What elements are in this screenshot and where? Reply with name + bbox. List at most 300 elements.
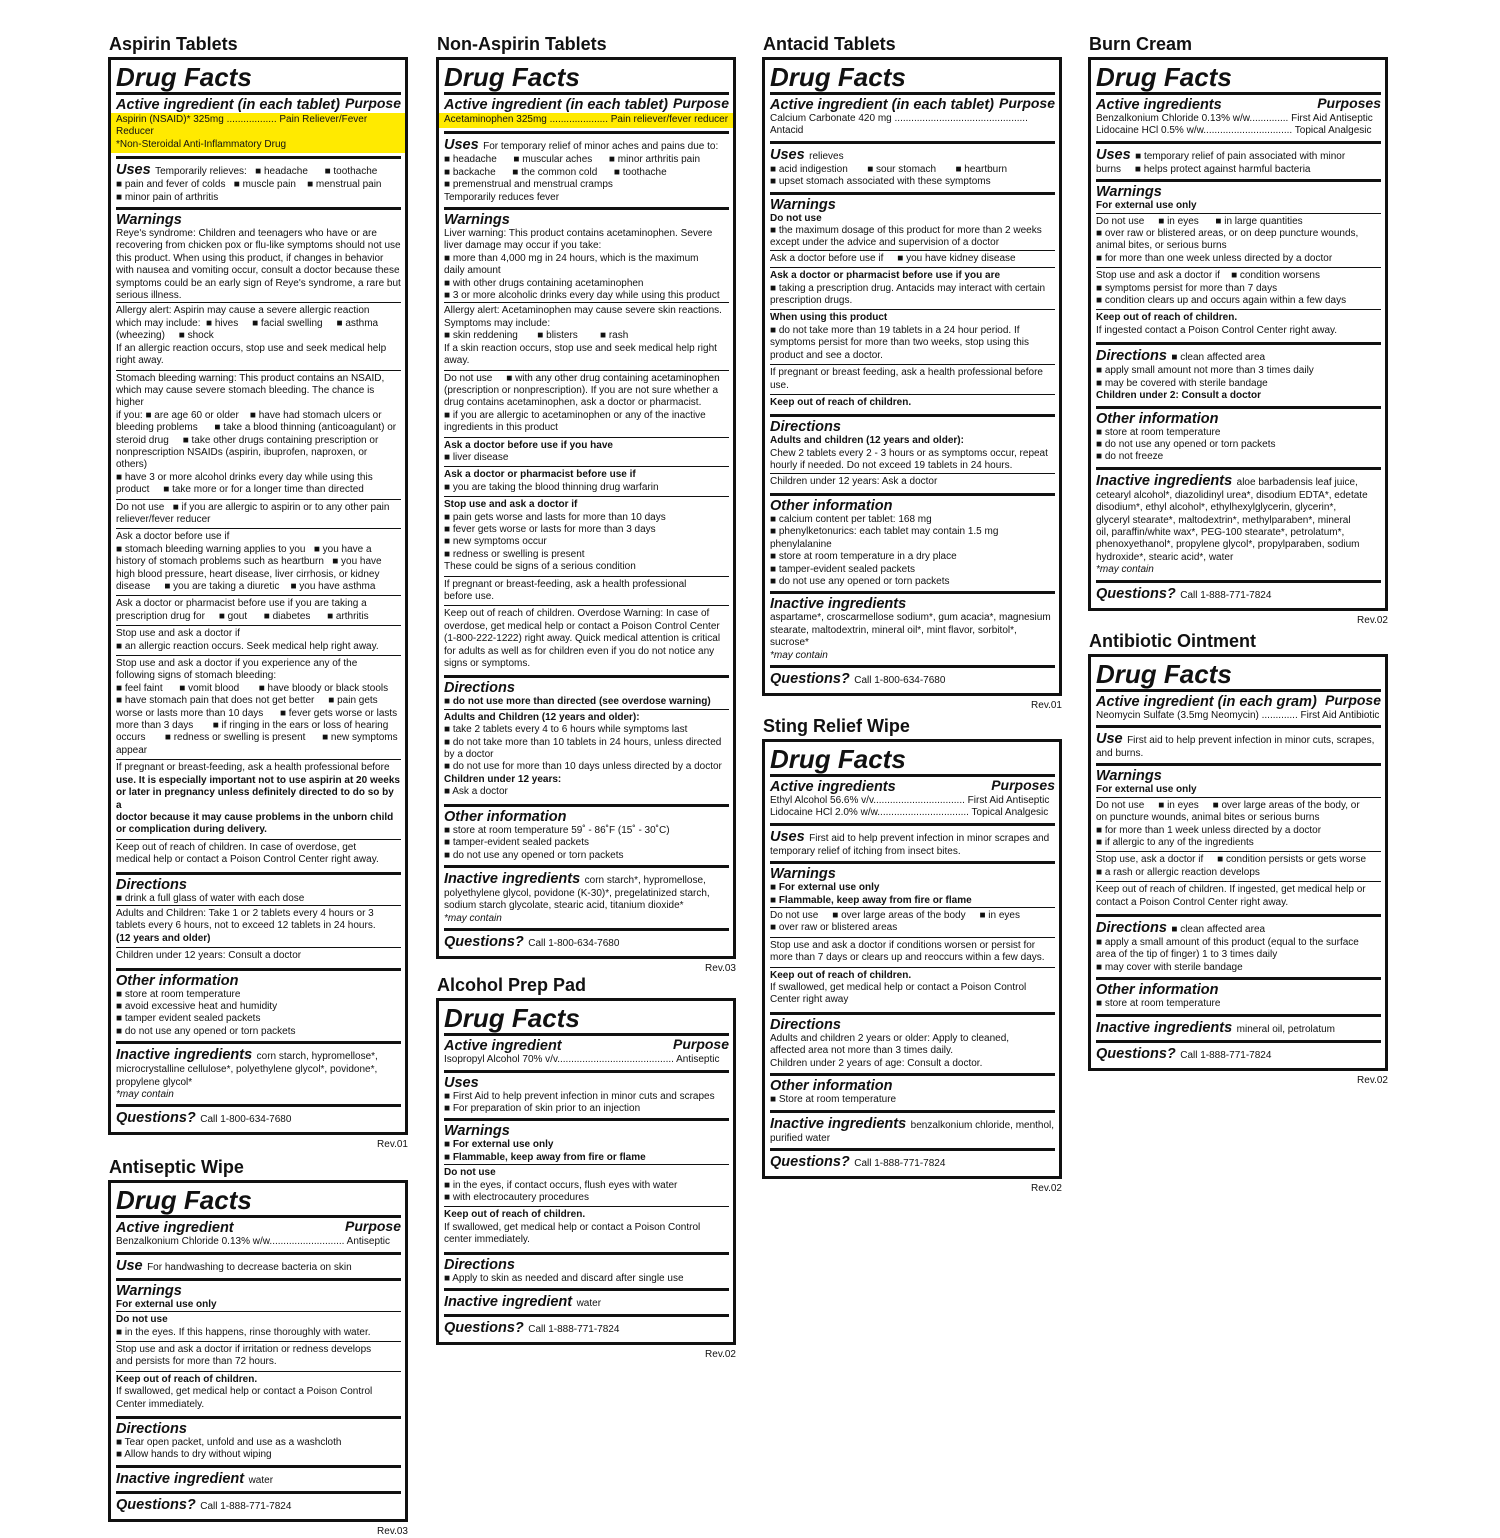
text-line: Stop use and ask a doctor if ■ condition worsens: [1096, 270, 1320, 282]
text-line: Children under 12 years:: [444, 773, 562, 785]
uses-section: [444, 131, 729, 207]
uses-heading: Uses: [116, 162, 151, 179]
revision-label: Rev.01: [377, 1139, 408, 1151]
panel-title: Alcohol Prep Pad: [437, 975, 587, 996]
warning-pregnant: [116, 759, 401, 838]
text-line: ■ apply small amount not more than 3 times daily: [1096, 365, 1314, 377]
text-line: Chew 2 tablets every 2 - 3 hours or as symptoms occur, repeat: [770, 447, 1048, 459]
warnings-section: [770, 192, 1055, 415]
text-line: signs or symptoms.: [444, 658, 531, 670]
active-ingredient-section: [116, 1215, 401, 1251]
active-heading: Active ingredient (in each tablet): [770, 97, 994, 113]
drug-facts-panel-burn-cream: [1088, 57, 1388, 611]
other-info-section: [770, 1073, 1055, 1109]
text-line: product and see a doctor.: [770, 349, 883, 361]
warnings-section: [444, 1118, 729, 1251]
inactive-section: [770, 591, 1055, 665]
phone-number: Call 1-888-771-7824: [528, 1324, 620, 1335]
text-line: Temporarily reduces fever: [444, 191, 560, 203]
text-line: ■ Apply to skin as needed and discard after single use: [444, 1272, 684, 1284]
text-line: ■ store at room temperature: [1096, 426, 1221, 438]
text-line: For external use only: [1096, 200, 1197, 212]
uses-section: [116, 156, 401, 207]
active-heading: Active ingredient (in each tablet): [444, 97, 668, 113]
text-line: ■ For external use only: [444, 1139, 554, 1151]
drug-facts-panel-antacid: [762, 57, 1062, 696]
phone-number: Call 1-800-634-7680: [528, 938, 620, 950]
active-ingredient-section: [1096, 689, 1381, 725]
directions-heading: Directions: [770, 419, 841, 436]
active-line: Ethyl Alcohol 56.6% v/v................................. First Aid Antiseptic: [770, 795, 1050, 806]
text-line: ■ fever gets worse or lasts for more than 3 days: [444, 523, 656, 535]
text-line: serious illness.: [116, 290, 182, 302]
text-line: Do not use: [116, 1314, 168, 1326]
directions-section: [770, 414, 1055, 493]
text-line: If swallowed, get medical help or contact a Poison Control: [444, 1221, 701, 1233]
active-ingredient-section: [770, 774, 1055, 823]
text-line: Keep out of reach of children. If ingested, get medical help or: [1096, 884, 1366, 896]
text-line: ■ tamper-evident sealed packets: [444, 837, 590, 849]
questions-heading: Questions?: [1096, 1045, 1176, 1062]
text-line: glyceryl stearate*, maltodextrin*, methylparaben*, mineral: [1096, 514, 1351, 526]
text-line: ■ clean affected area: [1171, 352, 1266, 364]
text-line: before use.: [444, 591, 495, 602]
purpose-heading: Purpose: [672, 1036, 729, 1053]
active-highlight: [439, 113, 733, 128]
text-line: prescription drug for ■ gout ■ diabetes ■ arthritis: [116, 610, 369, 622]
phone-number: Call 1-888-771-7824: [1180, 1049, 1272, 1061]
text-line: ■ feel faint ■ vomit blood ■ have bloody or black stools: [116, 682, 389, 694]
text-line: Reye's syndrome: Children and teenagers who have or are: [116, 228, 377, 240]
active-heading: Active ingredients: [770, 779, 896, 795]
text-line: this product. When using this product, if changes in behavior: [116, 252, 384, 264]
inactive-heading: Inactive ingredient: [444, 1294, 573, 1310]
text-line: Do not use ■ in eyes ■ in large quantities: [1096, 215, 1303, 227]
inactive-heading: Inactive ingredients: [116, 1047, 253, 1064]
text-line: drug contains acetaminophen, ask a doctor or pharmacist.: [444, 397, 702, 409]
warnings-heading: Warnings: [770, 196, 836, 213]
text-line: ■ do not use for more than 10 days unless directed by a doctor: [444, 761, 722, 773]
uses-heading: Uses: [444, 1074, 479, 1091]
inactive-heading: Inactive ingredients: [1096, 472, 1233, 489]
directions-section: [1096, 342, 1381, 405]
other-info-section: [444, 804, 729, 865]
text-line: high blood pressure, heart disease, liver cirrhosis, or kidney: [116, 568, 380, 580]
directions-section: [116, 1416, 401, 1465]
drug-facts-heading: Drug Facts: [116, 1185, 252, 1216]
purpose-heading: Purpose: [344, 95, 401, 111]
text-line: away.: [444, 355, 470, 367]
text-line: ■ store at room temperature: [1096, 998, 1221, 1010]
panel-title: Antacid Tablets: [763, 34, 896, 54]
text-line: use.: [770, 379, 789, 391]
questions-section: [770, 665, 1055, 691]
inactive-section: [116, 1465, 401, 1491]
text-line: ■ may be covered with sterile bandage: [1096, 377, 1268, 389]
text-line: These could be signs of a serious condition: [444, 561, 636, 573]
uses-heading: Uses: [770, 828, 805, 845]
directions-section: [1096, 914, 1381, 977]
text-line: appear: [116, 744, 148, 756]
text-line: ■ in the eyes, if contact occurs, flush eyes with water: [444, 1179, 678, 1191]
directions-heading: Directions: [444, 1256, 515, 1273]
warnings-heading: Warnings: [444, 1123, 510, 1140]
questions-heading: Questions?: [444, 934, 524, 951]
text-line: For external use only: [116, 1298, 217, 1310]
inactive-section: [444, 865, 729, 928]
text-line: and persists for more than 72 hours.: [116, 1356, 277, 1368]
warnings-section: [116, 207, 401, 872]
text-line: sodium starch glycolate, stearic acid, titanium dioxide*: [444, 900, 684, 912]
text-line: ■ if you are allergic to acetaminophen or any of the inactive: [444, 409, 706, 421]
column-4: [1088, 34, 1388, 1087]
text-line: Do not use: [444, 1167, 496, 1179]
warnings-section: [444, 207, 729, 675]
text-line: ■ calcium content per tablet: 168 mg: [770, 513, 932, 525]
drug-facts-panel-aspirin: [108, 57, 408, 1135]
text-line: Stop use, ask a doctor if ■ condition persists or gets worse: [1096, 854, 1367, 866]
text-line: corn starch*, hypromellose,: [584, 874, 706, 886]
drug-facts-heading: Drug Facts: [116, 62, 252, 92]
panel-title: Sting Relief Wipe: [763, 716, 910, 736]
text-line: occurs ■ redness or swelling is present ■ new symptoms: [116, 732, 398, 744]
revision-label: Rev.02: [705, 1349, 736, 1360]
inactive-heading: Inactive ingredients: [770, 596, 907, 613]
text-line: water: [576, 1298, 602, 1309]
text-line: ■ over raw or blistered areas, or on deep puncture wounds,: [1096, 228, 1359, 240]
text-line: and burns.: [1096, 747, 1144, 759]
text-line: overdose, get medical help or contact a Poison Control Center: [444, 620, 720, 632]
warning-stomach: [116, 370, 401, 499]
text-line: ■ do not use more than directed (see overdose warning): [444, 696, 711, 708]
active-heading: Active ingredient: [444, 1038, 562, 1055]
text-line: symptoms could be an early sign of Reye's syndrome, a rare but: [116, 277, 401, 289]
text-line: cetearyl alcohol*, diazolidinyl urea*, disodium EDTA*, edetate: [1096, 489, 1368, 501]
text-line: temporary relief of itching from insect bites.: [770, 845, 961, 857]
text-line: Adults and Children: Take 1 or 2 tablets every 4 hours or 3: [116, 907, 374, 919]
other-heading: Other information: [770, 497, 893, 514]
text-line: Do not use ■ over large areas of the body ■ in eyes: [770, 910, 1020, 922]
questions-heading: Questions?: [770, 1153, 850, 1170]
warning-allergy: [116, 302, 401, 369]
text-line: ■ do not use any opened or torn packets: [116, 1025, 296, 1037]
other-info-section: [770, 493, 1055, 591]
text-line: if you: ■ are age 60 or older ■ have had stomach ulcers or: [116, 409, 382, 421]
warnings-section: [1096, 179, 1381, 342]
drug-facts-heading: Drug Facts: [1096, 62, 1232, 92]
text-line: with nausea and vomiting occur, consult a doctor because these: [116, 265, 400, 277]
drug-facts-panel-antiseptic: [108, 1180, 408, 1521]
drug-facts-heading: Drug Facts: [770, 62, 906, 92]
questions-section: [116, 1104, 401, 1130]
revision-label: Rev.02: [1357, 614, 1388, 626]
use-heading: Use: [1096, 730, 1123, 747]
questions-section: [444, 928, 729, 954]
drug-facts-panel-sting-relief: [762, 739, 1062, 1179]
text-line: worse or lasts more than 10 days ■ fever gets worse or lasts: [116, 707, 398, 719]
text-line: ■ do not freeze: [1096, 451, 1164, 463]
active-ingredient-section: [1096, 92, 1381, 141]
directions-heading: Directions: [116, 876, 187, 893]
text-line: Center right away: [770, 994, 849, 1006]
drug-facts-heading: Drug Facts: [444, 1003, 580, 1034]
text-line: daily amount: [444, 265, 501, 277]
warning-stop-use: [116, 625, 401, 655]
text-line: ■ a rash or allergic reaction develops: [1096, 866, 1260, 878]
text-line: Ask a doctor or pharmacist before use if you are taking a: [116, 598, 367, 610]
column-2: [436, 34, 736, 1361]
text-line: disease ■ you are taking a diuretic ■ you have asthma: [116, 581, 376, 592]
uses-section: [444, 1070, 729, 1119]
text-line: ■ store at room temperature 59˚ - 86˚F (15˚ - 30˚C): [444, 824, 670, 836]
directions-heading: Directions: [444, 680, 515, 697]
text-line: ■ take 2 tablets every 4 to 6 hours while symptoms last: [444, 724, 688, 736]
text-line: Ask a doctor or pharmacist before use if: [444, 469, 636, 481]
revision-label: Rev.03: [377, 1525, 408, 1537]
text-line: relieves: [809, 150, 844, 162]
uses-section: [1096, 141, 1381, 179]
text-line: ■ Tear open packet, unfold and use as a washcloth: [116, 1437, 342, 1449]
text-line: ■ stomach bleeding warning applies to you ■ you have a: [116, 543, 372, 555]
uses-heading: Uses: [1096, 146, 1131, 163]
drug-facts-panel-alcohol: [436, 998, 736, 1345]
text-line: corn starch, hypromellose*,: [256, 1051, 378, 1063]
text-line: mineral oil, petrolatum: [1236, 1023, 1336, 1035]
directions-heading: Directions: [770, 1016, 841, 1033]
active-heading: Active ingredients: [1096, 97, 1222, 113]
text-line: Ask a doctor before use if ■ you have kidney disease: [770, 252, 1016, 264]
text-line: Do not use: [770, 212, 822, 224]
text-line: stearate, maltodextrin, mineral oil*, mint flavor, sorbitol*, sucrose*: [770, 624, 1020, 649]
text-line: *may contain: [770, 649, 828, 661]
text-line: Keep out of reach of children.: [1096, 312, 1238, 324]
column-3: [762, 34, 1062, 1195]
uses-line: ■ pain and fever of colds ■ muscle pain ■ menstrual pain: [116, 179, 382, 191]
inactive-heading: Inactive ingredient: [116, 1470, 245, 1487]
revision-label: Rev.02: [1031, 1182, 1062, 1194]
use-section: [1096, 725, 1381, 763]
text-line: liver damage may occur if you take:: [444, 240, 602, 252]
text-line: ■ an allergic reaction occurs. Seek medical help right away.: [116, 640, 379, 652]
text-line: ■ upset stomach associated with these symptoms: [770, 176, 991, 188]
active-line: Calcium Carbonate 420 mg ................................................ Antacid: [770, 113, 1031, 137]
text-line: ■ do not use any opened or torn packets: [770, 575, 950, 587]
text-line: Stomach bleeding warning: This product contains an NSAID,: [116, 372, 385, 384]
text-line: burns ■ helps protect against harmful bacteria: [1096, 163, 1311, 175]
inactive-section: [770, 1110, 1055, 1148]
text-line: If pregnant or breast feeding, ask a health professional before: [770, 367, 1043, 379]
active-line: Benzalkonium Chloride 0.13% w/w.............. First Aid Antiseptic: [1096, 113, 1373, 124]
text-line: Do not use ■ in eyes ■ over large areas of the body, or: [1096, 799, 1360, 811]
uses-line: Temporarily relieves: ■ headache ■ toothache: [155, 166, 378, 178]
active-line: Benzalkonium Chloride 0.13% w/w........................... Antiseptic: [116, 1236, 391, 1248]
questions-heading: Questions?: [116, 1110, 196, 1127]
inactive-section: [1096, 467, 1381, 580]
text-line: *may contain: [444, 912, 502, 924]
questions-heading: Questions?: [444, 1320, 524, 1336]
text-line: ■ clean affected area: [1171, 924, 1266, 936]
text-line: If swallowed, get medical help or contact a Poison Control: [770, 982, 1027, 994]
text-line: Children under 2 years of age: Consult a doctor.: [770, 1057, 983, 1069]
revision-label: Rev.02: [1357, 1074, 1388, 1086]
use-heading: Use: [116, 1257, 143, 1274]
directions-heading: Directions: [1096, 920, 1167, 937]
text-line: Children under 2: Consult a doctor: [1096, 390, 1262, 402]
text-line: ■ tamper-evident sealed packets: [770, 563, 916, 575]
text-line: ingredients in this product: [444, 422, 558, 434]
uses-heading: Uses: [770, 146, 805, 163]
phone-number: Call 1-888-771-7824: [200, 1500, 292, 1512]
other-heading: Other information: [1096, 982, 1219, 999]
text-line: ■ Flammable, keep away from fire or flame: [444, 1151, 646, 1163]
text-line: ■ with electrocautery procedures: [444, 1191, 589, 1203]
active-line: *Non-Steroidal Anti-Inflammatory Drug: [116, 138, 287, 150]
text-line: If swallowed, get medical help or contact a Poison Control: [116, 1386, 373, 1398]
text-line: ■ for more than one week unless directed by a doctor: [1096, 252, 1333, 264]
text-line: Keep out of reach of children. Overdose Warning: In case of: [444, 608, 710, 620]
text-line: Adults and children 2 years or older: Apply to cleaned,: [770, 1032, 1010, 1044]
text-line: ■ for more than 1 week unless directed by a doctor: [1096, 824, 1322, 836]
warning-ask-doctor: [116, 528, 401, 595]
purpose-heading: Purpose: [1324, 691, 1381, 708]
active-highlight: [111, 113, 405, 153]
other-heading: Other information: [1096, 410, 1219, 427]
column-1: [108, 34, 408, 1538]
text-line: prescription drugs.: [770, 295, 853, 307]
warnings-heading: Warnings: [116, 1282, 182, 1299]
uses-section: [770, 141, 1055, 192]
revision-label: Rev.03: [705, 963, 736, 975]
text-line: (12 years and older): [116, 932, 211, 944]
text-line: ■ the maximum dosage of this product for more than 2 weeks: [770, 225, 1042, 237]
text-line: ■ apply a small amount of this product (equal to the surface: [1096, 937, 1359, 949]
drug-facts-panel-antibiotic: [1088, 654, 1388, 1071]
text-line: If an allergic reaction occurs, stop use and seek medical help: [116, 342, 387, 354]
active-ingredient-section: [444, 92, 729, 131]
text-line: ■ First Aid to help prevent infection in minor cuts and scrapes: [444, 1090, 715, 1102]
text-line: ■ Ask a doctor: [444, 786, 508, 798]
text-line: disodium*, ethyl alcohol*, ethylhexylglycerin, glycerin*,: [1096, 502, 1337, 514]
directions-heading: Directions: [1096, 348, 1167, 365]
text-line: Adults and children (12 years and older):: [770, 435, 964, 447]
text-line: contact a Poison Control Center right away.: [1096, 896, 1289, 908]
text-line: Stop use and ask a doctor if you experience any of the: [116, 658, 358, 670]
purpose-heading: Purposes: [1317, 95, 1381, 111]
text-line: First aid to help prevent infection in minor cuts, scrapes,: [1127, 734, 1375, 746]
questions-heading: Questions?: [770, 671, 850, 687]
text-line: (wheezing) ■ shock: [116, 330, 214, 342]
text-line: hourly if needed. Do not exceed 19 tablets in 24 hours.: [770, 460, 1013, 472]
inactive-heading: Inactive ingredients: [444, 870, 581, 887]
text-line: ■ tamper evident sealed packets: [116, 1013, 261, 1025]
warnings-heading: Warnings: [770, 866, 836, 883]
text-line: Keep out of reach of children.: [770, 969, 912, 981]
text-line: ■ more than 4,000 mg in 24 hours, which is the maximum: [444, 252, 699, 264]
text-line: Children under 12 years: Consult a doctor: [116, 950, 302, 962]
purpose-heading: Purpose: [344, 1218, 401, 1235]
other-info-section: [1096, 977, 1381, 1013]
text-line: for adults as well as for children even if you do not notice any: [444, 645, 715, 657]
text-line: ■ store at room temperature: [116, 988, 241, 1000]
text-line: use. It is especially important not to use aspirin at 20 weeks: [116, 774, 400, 786]
inactive-heading: Inactive ingredients: [1096, 1019, 1233, 1036]
phone-number: Call 1-888-771-7824: [854, 1157, 946, 1169]
text-line: ■ 3 or more alcoholic drinks every day while using this product: [444, 290, 720, 302]
text-line: Keep out of reach of children.: [444, 1209, 586, 1221]
text-line: ■ Store at room temperature: [770, 1094, 897, 1106]
uses-heading: Uses: [444, 137, 479, 154]
active-line: Isopropyl Alcohol 70% v/v.......................................... Antiseptic: [444, 1054, 720, 1066]
purpose-heading: Purpose: [998, 95, 1055, 111]
text-line: following signs of stomach bleeding:: [116, 670, 277, 682]
text-line: When using this product: [770, 312, 888, 324]
text-line: Keep out of reach of children.: [770, 396, 912, 408]
drug-facts-heading: Drug Facts: [444, 62, 580, 92]
text-line: aspartame*, croscarmellose sodium*, gum acacia*, magnesium: [770, 612, 1051, 624]
directions-section: [116, 872, 401, 968]
text-line: ■ acid indigestion ■ sour stomach ■ heartburn: [770, 163, 1008, 175]
text-line: by a doctor: [444, 749, 494, 761]
text-line: Symptoms may include:: [444, 317, 551, 329]
text-line: which may cause severe stomach bleeding. The chance is higher: [116, 384, 378, 409]
text-line: animal bites, or serious burns: [1096, 240, 1227, 252]
text-line: ■ temporary relief of pain associated with minor: [1135, 150, 1346, 162]
text-line: ■ new symptoms occur: [444, 536, 547, 548]
text-line: Do not use ■ if you are allergic to aspirin or to any other pain: [116, 501, 390, 513]
text-line: steroid drug ■ take other drugs containing prescription or: [116, 434, 379, 446]
drug-facts-heading: Drug Facts: [770, 744, 906, 774]
text-line: ■ you are taking the blood thinning drug warfarin: [444, 481, 659, 493]
text-line: ■ symptoms persist for more than 7 days: [1096, 282, 1278, 294]
text-line: If a skin reaction occurs, stop use and seek medical help right: [444, 342, 717, 354]
phone-number: Call 1-888-771-7824: [1180, 589, 1272, 601]
text-line: recovering from chicken pox or flu-like symptoms should not use: [116, 240, 401, 252]
text-line: ■ do not take more than 19 tablets in a 24 hour period. If: [770, 324, 1020, 336]
active-line: Lidocaine HCl 2.0% w/w................................. Topical Analgesic: [770, 807, 1049, 819]
questions-heading: Questions?: [116, 1496, 196, 1513]
warning-stop-use-bleeding: [116, 655, 401, 759]
warnings-heading: Warnings: [1096, 184, 1162, 201]
text-line: ■ premenstrual and menstrual cramps: [444, 179, 613, 191]
text-line: Ask a doctor before use if: [116, 531, 230, 543]
text-line: bleeding problems ■ take a blood thinning (anticoagulant) or: [116, 422, 397, 434]
active-ingredient-section: [116, 92, 401, 156]
text-line: on puncture wounds, animal bites or serious burns: [1096, 812, 1320, 824]
text-line: Allergy alert: Acetaminophen may cause severe skin reactions.: [444, 305, 722, 317]
questions-section: [770, 1148, 1055, 1174]
text-line: (1-800-222-1222) right away. Quick medical attention is critical: [444, 633, 721, 645]
warning-reye: [116, 228, 401, 302]
warning-keep-out: [116, 839, 401, 869]
text-line: If ingested contact a Poison Control Center right away.: [1096, 324, 1338, 336]
text-line: or later in pregnancy unless definitely directed to do so by a: [116, 787, 397, 811]
text-line: Allergy alert: Aspirin may cause a severe allergic reaction: [116, 305, 370, 317]
text-line: ■ Flammable, keep away from fire or flame: [770, 894, 972, 906]
active-line: Aspirin (NSAID)* 325mg .................. Pain Reliever/Fever Reducer: [116, 114, 370, 138]
text-line: area of the tip of finger) 1 to 3 times daily: [1096, 949, 1278, 961]
text-line: ■ if allergic to any of the ingredients: [1096, 837, 1254, 848]
active-ingredient-section: [444, 1033, 729, 1069]
other-info-section: [116, 968, 401, 1042]
text-line: First aid to help prevent infection in minor scrapes and: [809, 832, 1050, 844]
text-line: Stop use and ask a doctor if: [444, 499, 578, 511]
text-line: For external use only: [1096, 784, 1197, 796]
text-line: ■ phenylketonurics: each tablet may contain 1.5 mg phenylalanine: [770, 526, 1002, 550]
text-line: ■ do not use any opened or torn packets: [1096, 438, 1276, 450]
questions-section: [116, 1491, 401, 1517]
directions-heading: Directions: [116, 1421, 187, 1438]
text-line: ■ in the eyes. If this happens, rinse thoroughly with water.: [116, 1326, 371, 1338]
